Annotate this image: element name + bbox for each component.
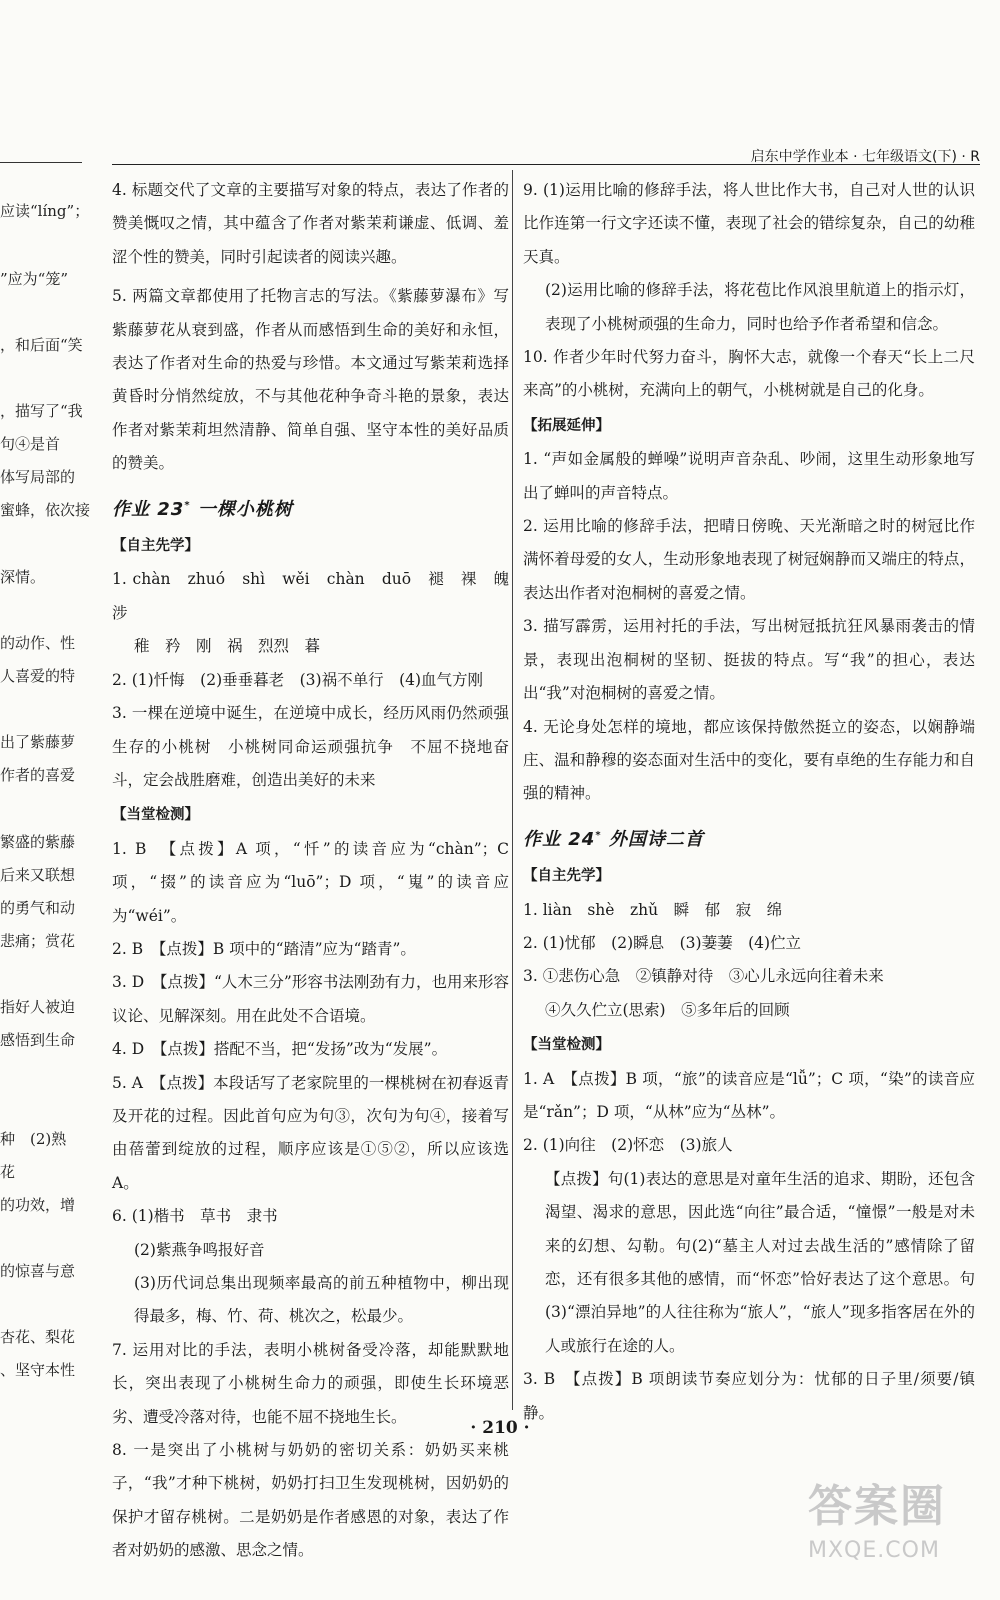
watermark-url: MXQE.COM (808, 1538, 940, 1563)
check-8: 8. 一是突出了小桃树与奶奶的密切关系：奶奶买来桃子，“我”才种下桃树，奶奶打扫卫生发现桃树，因奶奶的保护才留存桃树。二是奶奶是作者感恩的对象，表达了作者对奶奶的感激、思念之情。 (112, 1441, 509, 1560)
prelearn-3-cont: ④久久伫立(思索) ⑤多年后的回顾 (545, 1000, 790, 1019)
check-2-note: 【点拨】句(1)表达的意思是对童年生活的追求、期盼，还包含渴望、渴求的意思，因此选“向往”最合适，“憧憬”一般是对未来的幻想、勾勒。句(2)“墓主人对过去战生活的”感情除了留恋，还有很多其他的感情，而“怀恋”恰好表达了这个意思。句(3)“漂泊异地”的人往往称为“旅人”，“旅人”现多指客居在外的人或旅行在途的人。 (545, 1169, 975, 1355)
answer-9-1: 9. (1)运用比喻的修辞手法，将人世比作大书，自己对人世的认识比作连第一行文字还读不懂，表现了社会的错综复杂，自己的幼稚天真。 (523, 181, 975, 266)
check-3: 3. B 【点拨】B 项朗读节奏应划分为：忧郁的日子里/须要/镇静。 (523, 1370, 975, 1422)
fragment-line: 作者的喜爱 (0, 766, 76, 784)
left-column (112, 174, 525, 1568)
fragment-line: 出了紫藤萝 (0, 733, 76, 751)
section-heading: 【自主先学】 (112, 538, 199, 555)
assignment-name: 一棵小桃树 (197, 498, 293, 520)
check-2: 2. (1)向往 (2)怀恋 (3)旅人 (523, 1136, 733, 1155)
section-heading: 【自主先学】 (523, 868, 610, 885)
fragment-line: 的勇气和动 (0, 899, 76, 917)
fragment-line: 句④是首 (0, 435, 61, 453)
answer-10: 10. 作者少年时代努力奋斗，胸怀大志，就像一个春天“长上二尺来高”的小桃树，充满向上的朝气，小桃树就是自己的化身。 (523, 348, 975, 400)
section-heading: 【当堂检测】 (112, 807, 199, 824)
fragment-line: ”应为“笼” (0, 270, 69, 288)
star-mark: * (595, 829, 602, 841)
prelearn-1-cont: 稚 矜 刚 祸 烈烈 暮 (134, 637, 321, 656)
assignment-number: 作业 23 (112, 498, 185, 520)
extend-3: 3. 描写霹雳，运用衬托的手法，写出树冠抵抗狂风暴雨袭击的情景，表现出泡桐树的坚韧、挺拔的特点。写“我”的担心，表达出“我”对泡桐树的喜爱之情。 (523, 617, 975, 703)
fragment-line: 种 (2)熟 (0, 1130, 67, 1148)
prelearn-1: 1. liàn shè zhǔ 瞬 郁 寂 绵 (523, 900, 783, 919)
running-header: 启东中学作业本 · 七年级语文(下) · R (112, 146, 980, 165)
fragment-line: 的动作、性 (0, 634, 76, 652)
check-2: 2. B 【点拨】B 项中的“踏清”应为“踏青”。 (112, 939, 416, 958)
fragment-line: 体写局部的 (0, 468, 76, 486)
check-5: 5. A 【点拨】本段话写了老家院里的一棵桃树在初春返青及开花的过程。因此首句应为句③，次句为句④，接着写由蓓蕾到绽放的过程，顺序应该是①⑤②，所以应该选 A。 (112, 1073, 509, 1192)
column-divider (512, 170, 513, 1410)
check-1: 1. A 【点拨】B 项，“旅”的读音应是“lǚ”；C 项，“染”的读音应是“rǎn”；D 项，“从林”应为“丛林”。 (523, 1069, 975, 1121)
fragment-line: ，和后面“笑 (0, 336, 83, 354)
fragment-line: 指好人被迫 (0, 998, 76, 1016)
assignment-number: 作业 24 (523, 828, 596, 850)
fragment-line: ，描写了“我 (0, 402, 83, 420)
check-3: 3. D 【点拨】“人木三分”形容书法刚劲有力，也用来形容议论、见解深刻。用在此处不合语境。 (112, 973, 509, 1025)
check-1: 1. B 【点拨】A 项，“忏”的读音应为“chàn”；C 项，“掇”的读音应为“luō”；D 项，“嵬”的读音应为“wéi”。 (112, 839, 509, 925)
extend-4: 4. 无论身处怎样的境地，都应该保持傲然挺立的姿态，以娴静端庄、温和静穆的姿态面对生活中的变化，要有卓绝的生存能力和自强的精神。 (523, 717, 975, 803)
fragment-line: 深情。 (0, 568, 46, 586)
fragment-line: 、坚守本性 (0, 1361, 76, 1379)
section-heading: 【拓展延伸】 (523, 417, 610, 434)
extend-1: 1. “声如金属般的蝉噪”说明声音杂乱、吵闹，这里生动形象地写出了蝉叫的声音特点。 (523, 450, 975, 502)
star-mark: * (184, 499, 191, 511)
extend-2: 2. 运用比喻的修辞手法，把晴日傍晚、天光渐暗之时的树冠比作满怀着母爱的女人，生动形象地表现了树冠娴静而又端庄的特点，表达出作者对泡桐树的喜爱之情。 (523, 517, 975, 602)
answer-5: 5. 两篇文章都使用了托物言志的写法。《紫藤萝瀑布》写紫藤萝花从衰到盛，作者从而感悟到生命的美好和永恒，表达了作者对生命的热爱与珍惜。本文通过写紫茉莉选择黄昏时分悄然绽放，不与其他花种争奇斗艳的景象，表达作者对紫茉莉坦然清静、简单自强、坚守本性的美好品质的赞美。 (112, 287, 509, 473)
section-heading: 【当堂检测】 (523, 1037, 610, 1054)
assignment-24-title (523, 819, 975, 856)
answer-4: 4. 标题交代了文章的主要描写对象的特点，表达了作者的赞美慨叹之情，其中蕴含了作者对紫茉莉谦虚、低调、羞涩个性的赞美，同时引起读者的阅读兴趣。 (112, 181, 509, 266)
fragment-line: 杏花、梨花 (0, 1328, 76, 1346)
fragment-line: 应读“líng”； (0, 202, 90, 220)
fragment-line: 的惊喜与意 (0, 1262, 76, 1280)
fragment-line: 蜜蜂，依次接 (0, 501, 91, 519)
prelearn-3: 3. ①悲伤心急 ②镇静对待 ③心儿永远向往着未来 (523, 967, 884, 986)
assignment-23-title (112, 489, 509, 526)
check-6: 6. (1)楷书 草书 隶书 (112, 1207, 278, 1226)
check-7: 7. 运用对比的手法，表明小桃树备受冷落，却能默默地长，突出表现了小桃树生命力的顽强，即使生长环境恶劣、遭受冷落对待，也能不屈不挠地生长。 (112, 1340, 509, 1426)
site-watermark (808, 1470, 988, 1590)
watermark-logo: 答案圈 (808, 1481, 946, 1532)
fragment-line: 的功效，增 (0, 1196, 76, 1214)
fragment-line: 繁盛的紫藤 (0, 833, 76, 851)
prelearn-1: 1. chàn zhuó shì wěi chàn duō 褪 裸 魄 涉 (112, 570, 525, 622)
fragment-line: 后来又联想 (0, 866, 76, 884)
fragment-line: 悲痛；赏花 (0, 932, 76, 950)
check-4: 4. D 【点拨】搭配不当，把“发扬”改为“发展”。 (112, 1040, 448, 1059)
fragment-line: 感悟到生命 (0, 1031, 76, 1049)
left-page-rule (0, 162, 82, 163)
prelearn-3: 3. 一棵在逆境中诞生，在逆境中成长，经历风雨仍然顽强生存的小桃树 小桃树同命运顽强抗争 不屈不挠地奋斗，定会战胜磨难，创造出美好的未来 (112, 704, 509, 789)
prelearn-2: 2. (1)忏悔 (2)垂垂暮老 (3)祸不单行 (4)血气方刚 (112, 670, 484, 689)
answer-9-2: (2)运用比喻的修辞手法，将花苞比作风浪里航道上的指示灯，表现了小桃树顽强的生命力，同时也给予作者希望和信念。 (545, 281, 975, 333)
fragment-line: 人喜爱的特 (0, 667, 76, 685)
prelearn-2: 2. (1)忧郁 (2)瞬息 (3)萋萋 (4)伫立 (523, 933, 802, 952)
assignment-name: 外国诗二首 (608, 828, 704, 850)
right-column (523, 174, 975, 1430)
check-6-part2: (2)紫燕争鸣报好音 (134, 1240, 265, 1259)
check-6-part3: (3)历代词总集出现频率最高的前五种植物中，柳出现得最多，梅、竹、荷、桃次之，松最少。 (134, 1274, 509, 1326)
page-number: · 210 · (470, 1418, 530, 1438)
fragment-line: 花 (0, 1163, 16, 1181)
